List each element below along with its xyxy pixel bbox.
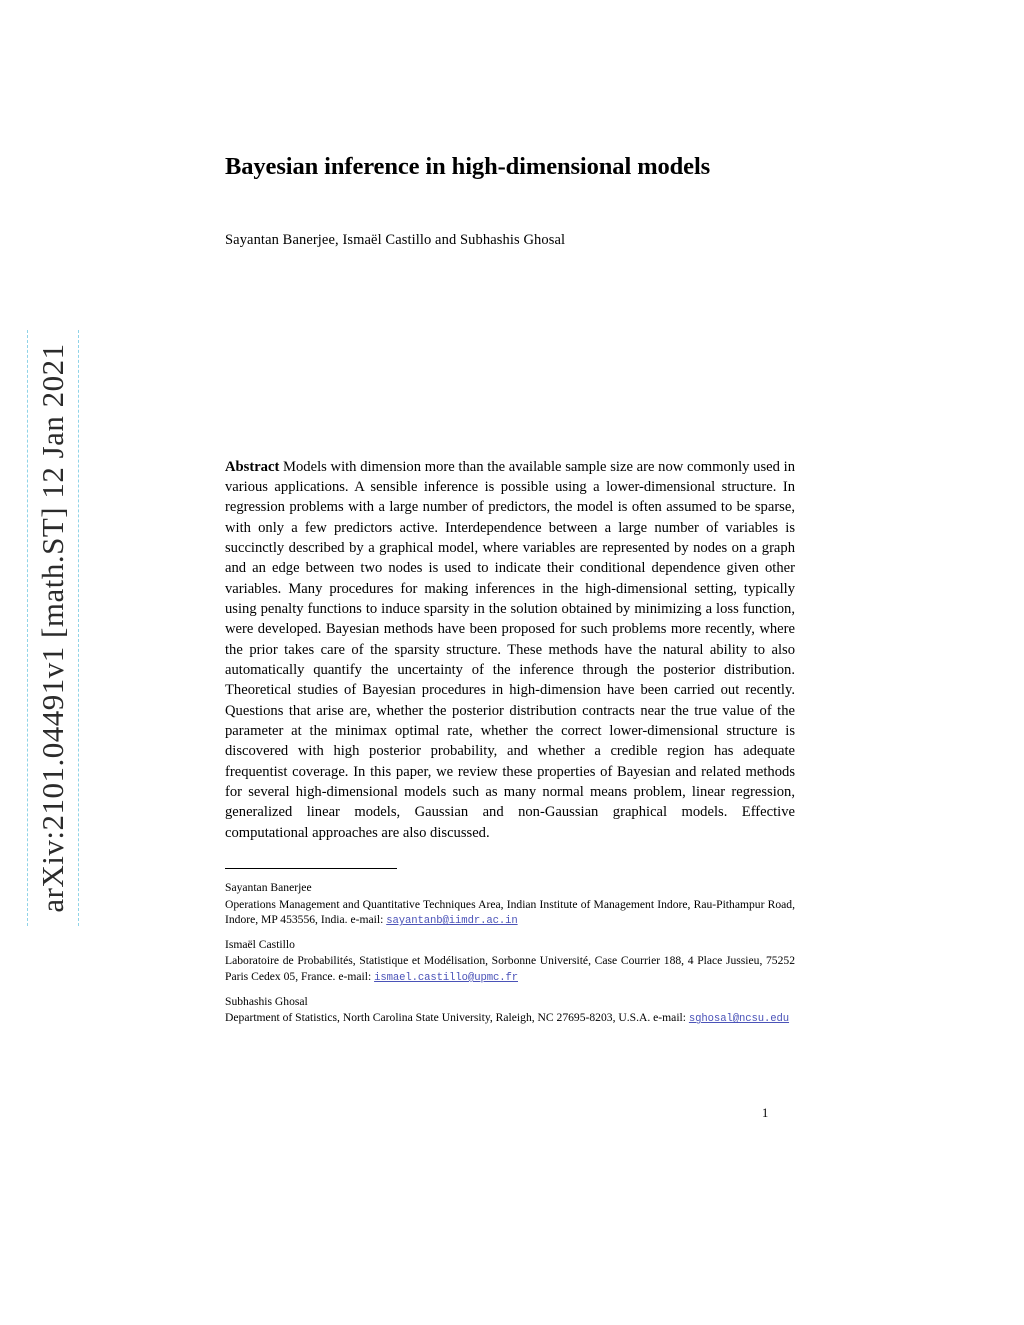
email-link[interactable]: sghosal@ncsu.edu [688,1013,790,1026]
author-list: Sayantan Banerjee, Ismaël Castillo and Subhashis Ghosal [225,231,566,248]
abstract-text: Models with dimension more than the available sample size are now commonly used in various applications. A sensible inference is possible using a lower-dimensional structure. In regression problems with a large number of predictors, the model is often assumed to be sparse, with only a few predictors active. Interdependence between a large number of variables is succinctly described by a graphical model, where variables are represented by nodes on a graph and an edge between two nodes is used to indicate their conditional dependence given other variables. Many procedures for making inferences in the high-dimensional setting, typically using penalty functions to induce sparsity in the solution obtained by minimizing a loss function, were developed. Bayesian methods have been proposed for such problems more recently, where the prior takes care of the sparsity structure. These methods have the natural ability to also automatically quantify the uncertainty of the inference through the posterior distribution. Theoretical studies of Bayesian procedures in high-dimension have been carried out recently. Questions that arise are, whether the posterior distribution contracts near the true value of the parameter at the minimax optimal rate, whether the correct lower-dimensional structure is discovered with high posterior probability, and whether a credible region has adequate frequentist coverage. In this paper, we review these properties of Bayesian and related methods for several high-dimensional models such as many normal means problem, linear regression, generalized linear models, Gaussian and non-Gaussian graphical models. Effective computational approaches are also discussed. [225,458,795,841]
footnote-affiliation [225,1010,795,1026]
footnote-affiliation [225,953,795,984]
footnote-author-2 [225,937,795,985]
page-number: 1 [762,1106,769,1120]
footnote-author-name: Ismaël Castillo [225,938,295,952]
footnote-author-3 [225,994,795,1026]
footnote-affiliation-text: Operations Management and Quantitative Techniques Area, Indian Institute of Management Indore, Rau-Pithampur Road, Indore, MP 453556, India. e-mail: [225,897,795,926]
footnotes-section [225,869,795,1026]
email-link[interactable]: ismael.castillo@upmc.fr [374,971,518,984]
footnote-author-name: Sayantan Banerjee [225,881,312,895]
arxiv-identifier-stamp [23,278,83,978]
footnote-affiliation-text: Laboratoire de Probabilités, Statistique et Modélisation, Sorbonne Université, Case Courrier 188, 4 Place Jussieu, 75252 Paris Cedex 05, France. e-mail: [225,954,795,983]
footnote-author-1 [225,880,795,928]
footnote-affiliation [225,897,795,928]
stamp-border-top [27,330,28,926]
email-link[interactable]: sayantanb@iimdr.ac.in [386,914,518,927]
paper-content [225,0,795,1035]
footnote-author-name: Subhashis Ghosal [225,994,308,1008]
page-title: Bayesian inference in high-dimensional models [225,153,711,180]
stamp-border-bottom [78,330,79,926]
abstract-label: Abstract [225,458,280,475]
arxiv-stamp-text: arXiv:2101.04491v1 [math.ST] 12 Jan 2021 [35,343,70,913]
abstract-paragraph [225,249,795,844]
footnote-affiliation-text: Department of Statistics, North Carolina State University, Raleigh, NC 27695-8203, U.S.A. e-mail: [225,1011,689,1025]
